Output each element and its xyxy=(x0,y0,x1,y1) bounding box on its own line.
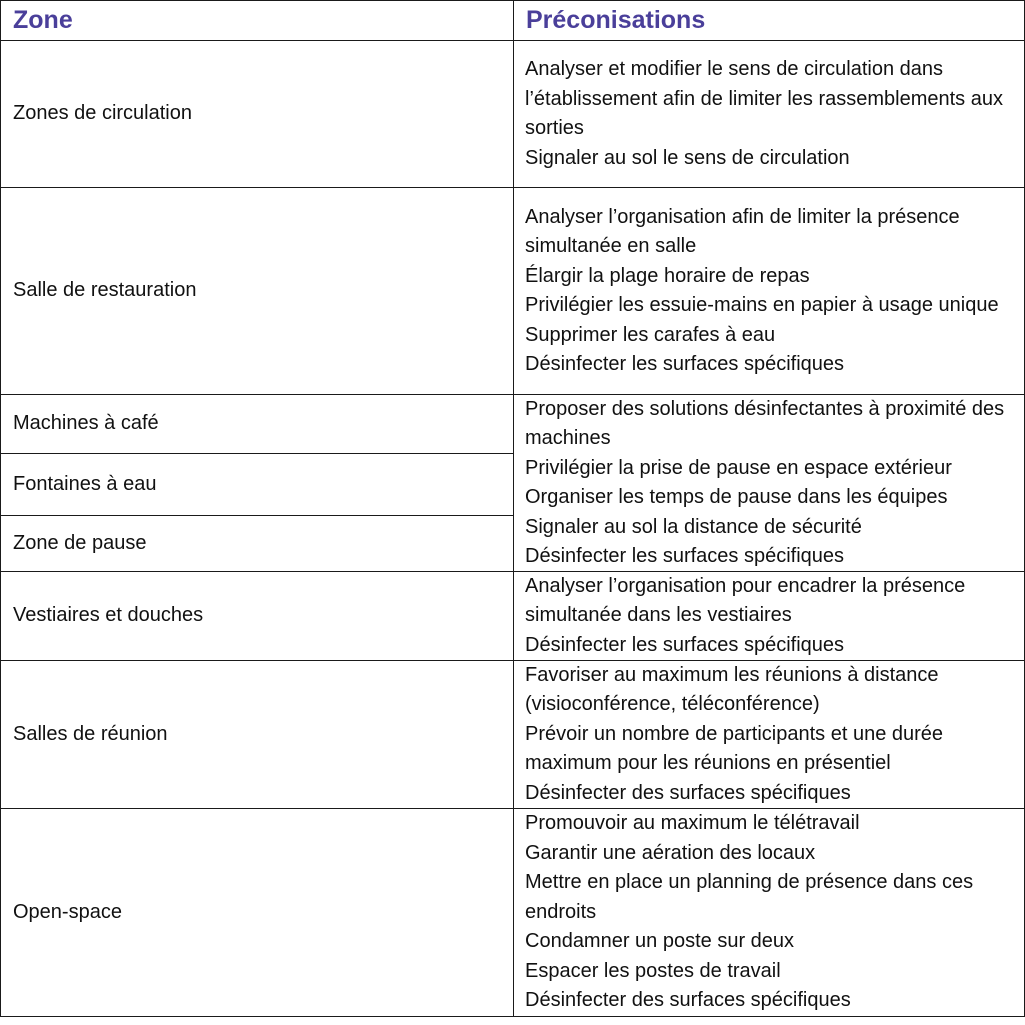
preconisation-cell xyxy=(525,809,1017,1016)
preconisation-cell xyxy=(525,188,1017,394)
zone-cell: Vestiaires et douches xyxy=(13,604,204,627)
preconisation-item: Désinfecter les surfaces spécifiques xyxy=(525,545,845,567)
preconisation-item: Signaler au sol le sens de circulation xyxy=(525,146,850,169)
header-preconisations: Préconisations xyxy=(526,6,706,34)
zone-cell: Zone de pause xyxy=(13,531,147,554)
preconisation-item: Désinfecter des surfaces spécifiques xyxy=(525,781,851,804)
preconisation-item: Promouvoir au maximum le télétravail xyxy=(525,812,860,835)
zone-cell: Open-space xyxy=(13,900,122,923)
preconisation-item: Espacer les postes de travail xyxy=(525,959,781,982)
preconisation-item: Mettre en place un planning de présence dans ces endroits xyxy=(525,871,974,923)
zone-cell: Zones de circulation xyxy=(13,102,192,125)
preconisation-item: Désinfecter les surfaces spécifiques xyxy=(525,633,845,656)
preconisation-item: Analyser l’organisation pour encadrer la présence simultanée dans les vestiaires xyxy=(525,574,966,627)
preconisation-cell xyxy=(525,41,1017,187)
preconisation-item: Proposer des solutions désinfectantes à proximité des machines xyxy=(525,397,1005,449)
preconisation-item: Élargir la plage horaire de repas xyxy=(525,264,810,287)
preconisation-item: Signaler au sol la distance de sécurité xyxy=(525,515,862,538)
preconisation-item: Désinfecter les surfaces spécifiques xyxy=(525,353,845,375)
preconisation-item: Analyser et modifier le sens de circulation dans l’établissement afin de limiter les rassemblements aux sorties xyxy=(525,58,1003,139)
preconisation-item: Garantir une aération des locaux xyxy=(525,841,816,864)
preconisation-item: Prévoir un nombre de participants et une durée maximum pour les réunions en présentiel xyxy=(525,722,944,775)
preconisation-cell xyxy=(525,395,1017,571)
zone-cell: Machines à café xyxy=(13,412,159,435)
preconisation-item: Supprimer les carafes à eau xyxy=(525,323,776,346)
preconisation-item: Organiser les temps de pause dans les équipes xyxy=(525,486,948,508)
header-zone: Zone xyxy=(13,6,73,34)
preconisation-item: Désinfecter des surfaces spécifiques xyxy=(525,989,851,1012)
preconisation-item: Privilégier la prise de pause en espace extérieur xyxy=(525,456,952,479)
preconisation-cell xyxy=(525,572,1017,660)
column-divider xyxy=(513,1,514,1016)
zone-cell: Salles de réunion xyxy=(13,722,168,745)
preconisation-item: Privilégier les essuie-mains en papier à usage unique xyxy=(525,294,999,316)
preconisation-cell xyxy=(525,661,1017,808)
zone-cell: Salle de restauration xyxy=(13,279,197,302)
preconisation-item: Favoriser au maximum les réunions à distance (visioconférence, téléconférence) xyxy=(525,663,939,716)
preconisation-item: Analyser l’organisation afin de limiter la présence simultanée en salle xyxy=(525,205,960,257)
zone-cell: Fontaines à eau xyxy=(13,472,157,495)
preconisation-item: Condamner un poste sur deux xyxy=(525,930,795,953)
